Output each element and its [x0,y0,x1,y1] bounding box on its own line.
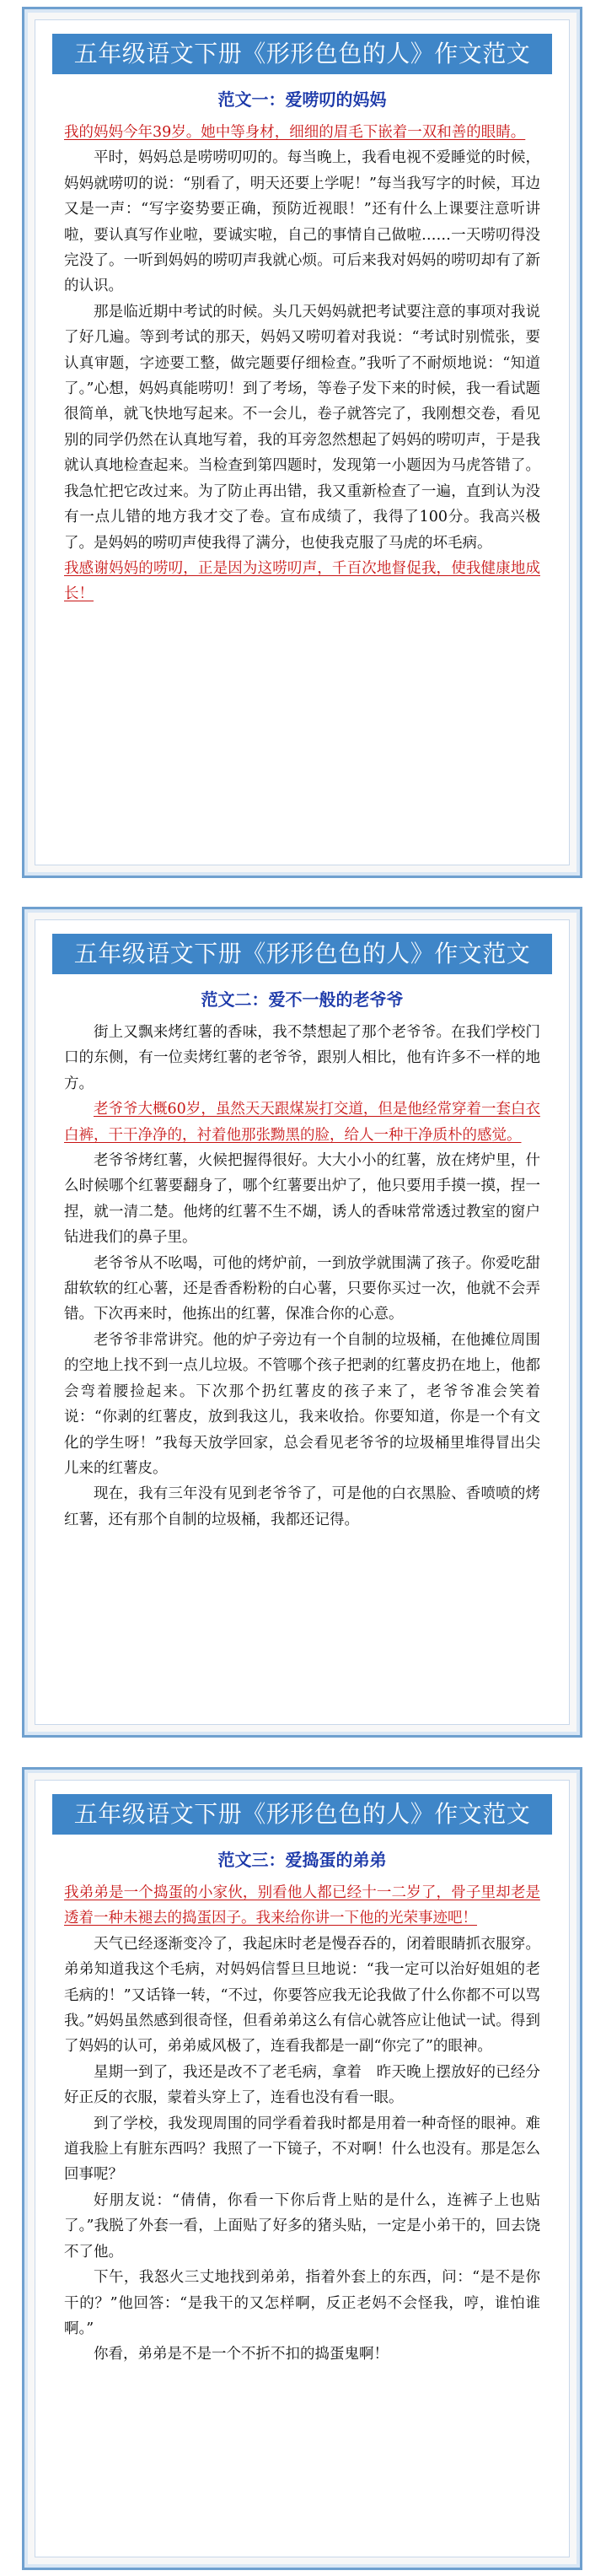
essay-3-content [64,1880,540,2368]
essay-card-2-body [35,919,570,1725]
essay-2-subtitle: 范文二：爱不一般的老爷爷 [201,989,404,1010]
essay-1-banner: 五年级语文下册《形形色色的人》作文范文 [52,34,552,74]
essay-3-paragraph: 你看，弟弟是不是一个不折不扣的捣蛋鬼啊！ [94,2346,389,2363]
essay-2-content [64,1020,540,1533]
essay-2-banner: 五年级语文下册《形形色色的人》作文范文 [52,934,552,974]
essay-3-paragraph: 好朋友说：“倩倩，你看一下你后背上贴的是什么，连裤子上也贴了。”我脱了外套一看，上面贴了好多的猪头贴，一定是小弟干的，回去饶不了他。 [64,2191,540,2261]
essay-3-paragraph: 天气已经逐渐变冷了，我起床时老是慢吞吞的，闭着眼睛抓衣服穿。弟弟知道我这个毛病，对妈妈信誓旦旦地说：“我一定可以治好姐姐的老毛病的！”又话锋一转，“不过，你要答应我无论我做了什么你都不可以骂我。”妈妈虽然感到很奇怪，但看弟弟这么有信心就答应让他试一试。得到了妈妈的认可，弟弟威风极了，连看我都是一副“你完了”的眼神。 [64,1935,540,2056]
essay-card-3 [22,1767,582,2570]
essay-2-paragraph: 老爷爷烤红薯，火候把握得很好。大大小小的红薯，放在烤炉里，什么时候哪个红薯要翻身了，哪个红薯要出炉了，他只要用手摸一摸，捏一捏，就一清二楚。他烤的红薯不生不煳，诱人的香味常常透过教室的窗户钻进我们的鼻子里。 [64,1152,540,1247]
essay-1-closing: 我感谢妈妈的唠叨，正是因为这唠叨声，千百次地督促我，使我健康地成长！ [64,559,540,603]
essay-3-banner: 五年级语文下册《形形色色的人》作文范文 [52,1794,552,1835]
essay-2-paragraph: 现在，我有三年没有见到老爷爷了，可是他的白衣黑脸、香喷喷的烤红薯，还有那个自制的垃圾桶，我都还记得。 [64,1485,540,1528]
essay-card-1 [22,7,582,878]
essay-card-1-body [35,19,570,865]
essay-3-paragraph: 下午，我怒火三丈地找到弟弟，指着外套上的东西，问：“是不是你干的？”他回答：“是我干的又怎样啊，反正老妈不会怪我，哼，谁怕谁啊。” [64,2269,540,2337]
essay-1-paragraph: 那是临近期中考试的时候。头几天妈妈就把考试要注意的事项对我说了好几遍。等到考试的那天，妈妈又唠叨着对我说：“考试时别慌张，要认真审题，字迹要工整，做完题要仔细检查。”我听了不耐烦地说：“知道了。”心想，妈妈真能唠叨！到了考场，等卷子发下来的时候，我一看试题很简单，就飞快地写起来。不一会儿，卷子就答完了，我刚想交卷，看见别的同学仍然在认真地写着，我的耳旁忽然想起了妈妈的唠叨声，于是我就认真地检查起来。当检查到第四题时，发现第一小题因为马虎答错了。我急忙把它改过来。为了防止再出错，我又重新检查了一遍，直到认为没有一点儿错的地方我才交了卷。宣布成绩了，我得了100分。我高兴极了。是妈妈的唠叨声使我得了满分，也使我克服了马虎的坏毛病。 [64,303,540,552]
essay-1-content [64,120,540,607]
essay-2-lead: 老爷爷大概60岁，虽然天天跟煤炭打交道，但是他经常穿着一套白衣白裤，干干净净的，衬着他那张黝黑的脸，给人一种干净质朴的感觉。 [64,1101,540,1144]
essay-1-paragraph: 平时，妈妈总是唠唠叨叨的。每当晚上，我看电视不爱睡觉的时候，妈妈就唠叨的说：“别看了，明天还要上学呢！”每当我写字的时候，耳边又是一声：“写字姿势要正确，预防近视眼！”还有什么上课要注意听讲啦，要认真写作业啦，要诚实啦，自己的事情自己做啦……一天唠叨得没完没了。一听到妈妈的唠叨声我就心烦。可后来我对妈妈的唠叨却有了新的认识。 [64,149,540,295]
essay-3-paragraph: 星期一到了，我还是改不了老毛病，拿着 昨天晚上摆放好的已经分好正反的衣服，蒙着头穿上了，连看也没有看一眼。 [64,2063,540,2107]
essay-card-3-body [35,1780,570,2557]
essay-2-paragraph: 街上又飘来烤红薯的香味，我不禁想起了那个老爷爷。在我们学校门口的东侧，有一位卖烤红薯的老爷爷，跟别人相比，他有许多不一样的地方。 [64,1024,540,1092]
essay-3-paragraph: 到了学校，我发现周围的同学看着我时都是用着一种奇怪的眼神。难道我脸上有脏东西吗？我照了一下镜子，不对啊！什么也没有。那是怎么回事呢？ [64,2115,540,2184]
essay-2-paragraph: 老爷爷非常讲究。他的炉子旁边有一个自制的垃圾桶，在他摊位周围的空地上找不到一点儿垃圾。不管哪个孩子把剥的红薯皮扔在地上，他都会弯着腰捡起来。下次那个扔红薯皮的孩子来了，老爷爷准会笑着说：“你剥的红薯皮，放到我这儿，我来收拾。你要知道，你是一个有文化的学生呀！”我每天放学回家，总会看见老爷爷的垃圾桶里堆得冒出尖儿来的红薯皮。 [64,1331,540,1477]
essay-2-paragraph: 老爷爷从不吆喝，可他的烤炉前，一到放学就围满了孩子。你爱吃甜甜软软的红心薯，还是香香粉粉的白心薯，只要你买过一次，他就不会弄错。下次再来时，他拣出的红薯，保准合你的心意。 [64,1254,540,1323]
essay-card-2 [22,907,582,1738]
essay-1-subtitle: 范文一：爱唠叨的妈妈 [217,89,387,110]
essay-3-lead: 我弟弟是一个捣蛋的小家伙，别看他人都已经十一二岁了，骨子里却老是透着一种未褪去的捣蛋因子。我来给你讲一下他的光荣事迹吧！ [64,1884,540,1927]
essay-1-lead: 我的妈妈今年39岁。她中等身材，细细的眉毛下嵌着一双和善的眼睛。 [64,124,526,141]
essay-3-subtitle: 范文三：爱捣蛋的弟弟 [217,1850,387,1870]
